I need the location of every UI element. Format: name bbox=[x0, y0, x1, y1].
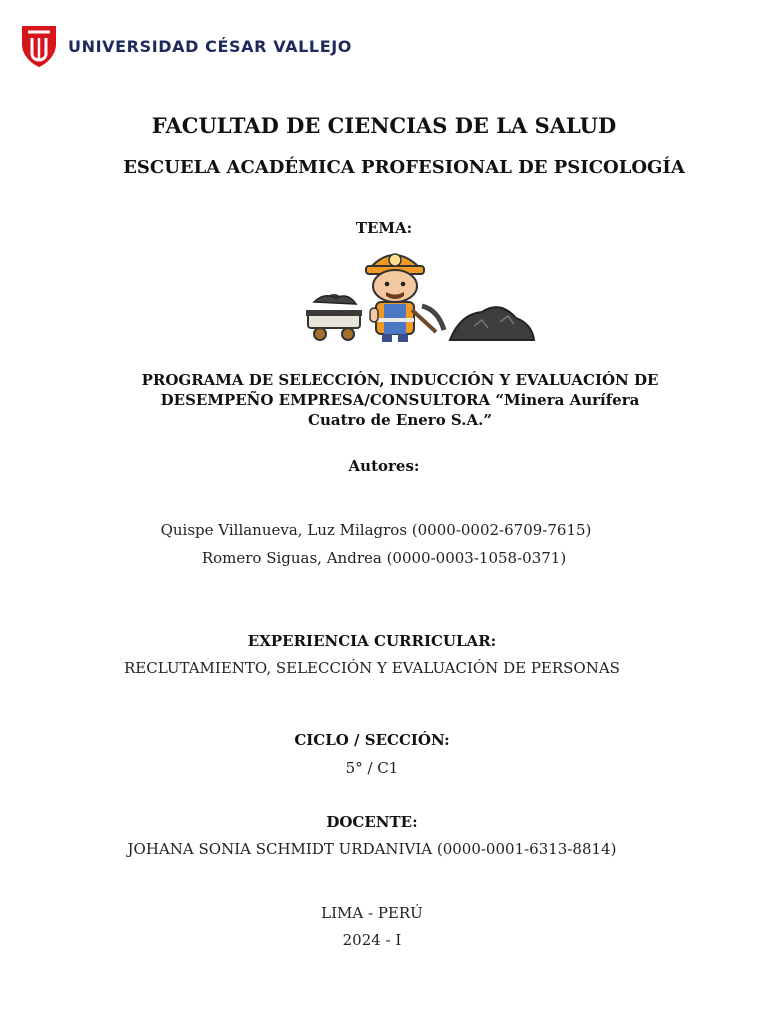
cycle-value: 5° / C1 bbox=[345, 759, 399, 777]
cycle-label: CICLO / SECCIÓN: bbox=[294, 731, 450, 749]
authors-label: Autores: bbox=[348, 457, 420, 475]
experience-value: RECLUTAMIENTO, SELECCIÓN Y EVALUACIÓN DE PERSONAS bbox=[124, 659, 620, 677]
university-logo bbox=[20, 24, 352, 68]
teacher-label: DOCENTE: bbox=[326, 813, 418, 831]
miner-illustration-icon bbox=[300, 244, 540, 348]
school-title: ESCUELA ACADÉMICA PROFESIONAL DE PSICOLOGÍA bbox=[123, 157, 685, 178]
university-name: UNIVERSIDAD CÉSAR VALLEJO bbox=[68, 36, 352, 56]
experience-label: EXPERIENCIA CURRICULAR: bbox=[247, 632, 497, 650]
program-title: PROGRAMA DE SELECCIÓN, INDUCCIÓN Y EVALUACIÓN DE DESEMPEÑO EMPRESA/CONSULTORA “Minera Aurífera Cuatro de Enero S.A.” bbox=[141, 371, 659, 429]
place: LIMA - PERÚ bbox=[321, 904, 423, 922]
period: 2024 - I bbox=[342, 931, 402, 949]
author-1: Quispe Villanueva, Luz Milagros (0000-0002-6709-7615) bbox=[160, 521, 592, 539]
ucv-shield-icon bbox=[20, 24, 58, 68]
teacher-value: JOHANA SONIA SCHMIDT URDANIVIA (0000-0001-6313-8814) bbox=[127, 840, 617, 858]
author-2: Romero Siguas, Andrea (0000-0003-1058-0371) bbox=[201, 549, 567, 567]
tema-label: TEMA: bbox=[355, 219, 413, 237]
faculty-title: FACULTAD DE CIENCIAS DE LA SALUD bbox=[151, 113, 617, 138]
